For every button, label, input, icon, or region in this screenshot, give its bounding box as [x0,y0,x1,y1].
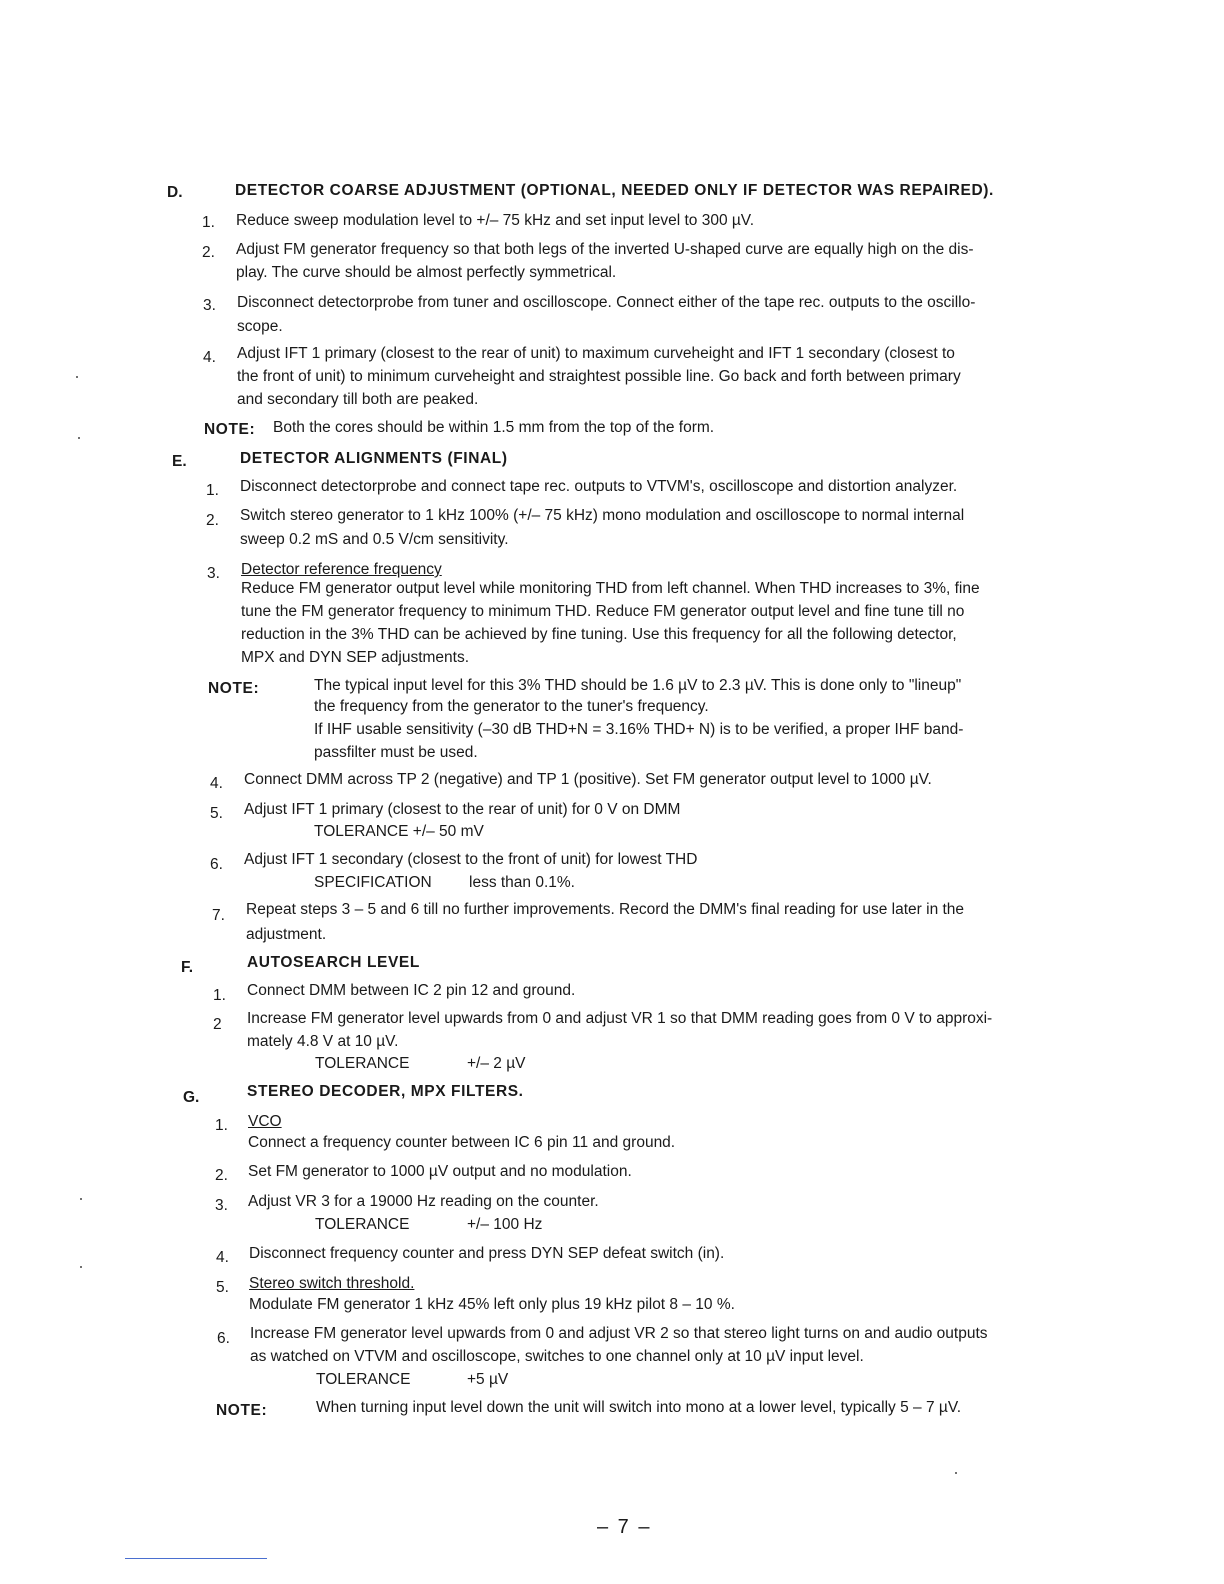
spec-value: +/– 100 Hz [467,1216,543,1233]
note-text: Both the cores should be within 1.5 mm from the top of the form. [273,419,715,436]
step-number: 4. [210,775,223,792]
step-number: 3. [207,565,220,582]
step-text: and secondary till both are peaked. [237,391,479,408]
spec-label: SPECIFICATION [314,874,432,891]
note-text: The typical input level for this 3% THD should be 1.6 µV to 2.3 µV. This is done only to "lineup" [314,677,962,694]
step-number: 2 [213,1016,222,1033]
step-text: Adjust IFT 1 secondary (closest to the front of unit) for lowest THD [244,851,698,868]
step-number: 2. [206,512,219,529]
spec-value: +5 µV [467,1371,509,1388]
step-number: 1. [202,214,215,231]
spec-value: less than 0.1%. [469,874,575,891]
note-text: the frequency from the generator to the tuner's frequency. [314,698,709,715]
step-text: the front of unit) to minimum curveheight and straightest possible line. Go back and forth between primary [237,368,961,385]
step-heading: Detector reference frequency [241,561,442,578]
step-text: Adjust VR 3 for a 19000 Hz reading on the counter. [248,1193,599,1210]
step-text: mately 4.8 V at 10 µV. [247,1033,399,1050]
section-letter-e: E. [172,453,187,470]
section-letter-f: F. [181,959,194,976]
step-text: Increase FM generator level upwards from 0 and adjust VR 2 so that stereo light turns on and audio outputs [250,1325,988,1342]
step-number: 4. [203,349,216,366]
step-number: 1. [213,987,226,1004]
step-number: 2. [202,244,215,261]
step-number: 2. [215,1167,228,1184]
step-text: sweep 0.2 mS and 0.5 V/cm sensitivity. [240,531,509,548]
step-text: MPX and DYN SEP adjustments. [241,649,470,666]
section-letter-g: G. [183,1089,200,1106]
step-number: 3. [203,297,216,314]
section-title-f: AUTOSEARCH LEVEL [247,954,420,971]
spec-label: TOLERANCE [315,1055,410,1072]
note-text: passfilter must be used. [314,744,478,761]
page-number: – 7 – [597,1516,652,1538]
spec-label: TOLERANCE [315,1216,410,1233]
note-label: NOTE: [216,1402,268,1419]
step-text: Connect a frequency counter between IC 6 pin 11 and ground. [248,1134,676,1151]
step-text: play. The curve should be almost perfectly symmetrical. [236,264,617,281]
step-text: Adjust IFT 1 primary (closest to the rear of unit) to maximum curveheight and IFT 1 secondary (closest to [237,345,955,362]
step-text: tune the FM generator frequency to minimum THD. Reduce FM generator output level and fine tune till no [241,603,965,620]
step-number: 7. [212,907,225,924]
step-text: Set FM generator to 1000 µV output and no modulation. [248,1163,632,1180]
step-number: 4. [216,1249,229,1266]
step-text: Repeat steps 3 – 5 and 6 till no further improvements. Record the DMM's final reading for use later in the [246,901,965,918]
spec-label: TOLERANCE +/– 50 mV [314,823,484,840]
scan-speck [78,437,80,439]
step-text: Adjust FM generator frequency so that both legs of the inverted U-shaped curve are equally high on the dis- [236,241,974,258]
step-text: Increase FM generator level upwards from 0 and adjust VR 1 so that DMM reading goes from 0 V to approxi- [247,1010,993,1027]
step-number: 5. [216,1279,229,1296]
step-text: Reduce sweep modulation level to +/– 75 kHz and set input level to 300 µV. [236,212,755,229]
scan-speck [955,1472,957,1474]
section-letter-d: D. [167,184,183,201]
step-number: 5. [210,805,223,822]
step-heading: VCO [248,1113,282,1130]
section-title-g: STEREO DECODER, MPX FILTERS. [247,1083,524,1100]
step-text: Reduce FM generator output level while monitoring THD from left channel. When THD increases to 3%, fine [241,580,980,597]
section-title-d: DETECTOR COARSE ADJUSTMENT (OPTIONAL, NEEDED ONLY IF DETECTOR WAS REPAIRED). [235,182,994,199]
step-number: 1. [215,1117,228,1134]
footer-rule [125,1558,267,1559]
scan-speck [80,1266,82,1268]
note-text: When turning input level down the unit will switch into mono at a lower level, typically 5 – 7 µV. [316,1399,962,1416]
step-text: Connect DMM between IC 2 pin 12 and ground. [247,982,576,999]
step-text: Disconnect frequency counter and press DYN SEP defeat switch (in). [249,1245,725,1262]
step-text: as watched on VTVM and oscilloscope, switches to one channel only at 10 µV input level. [250,1348,864,1365]
step-text: Switch stereo generator to 1 kHz 100% (+/– 75 kHz) mono modulation and oscilloscope to normal internal [240,507,965,524]
scan-speck [80,1198,82,1200]
step-text: Disconnect detectorprobe and connect tape rec. outputs to VTVM's, oscilloscope and distortion analyzer. [240,478,958,495]
note-label: NOTE: [208,680,260,697]
step-text: scope. [237,318,283,335]
spec-label: TOLERANCE [316,1371,411,1388]
step-heading: Stereo switch threshold. [249,1275,415,1292]
note-text: If IHF usable sensitivity (–30 dB THD+N = 3.16% THD+ N) is to be verified, a proper IHF band- [314,721,964,738]
spec-value: +/– 2 µV [467,1055,526,1072]
step-number: 6. [217,1330,230,1347]
scan-speck [76,376,78,378]
step-text: Connect DMM across TP 2 (negative) and TP 1 (positive). Set FM generator output level to 1000 µV. [244,771,932,788]
note-label: NOTE: [204,421,256,438]
step-text: Adjust IFT 1 primary (closest to the rear of unit) for 0 V on DMM [244,801,681,818]
step-number: 6. [210,856,223,873]
step-number: 1. [206,482,219,499]
step-number: 3. [215,1197,228,1214]
section-title-e: DETECTOR ALIGNMENTS (FINAL) [240,450,508,467]
step-text: Modulate FM generator 1 kHz 45% left only plus 19 kHz pilot 8 – 10 %. [249,1296,735,1313]
step-text: Disconnect detectorprobe from tuner and oscilloscope. Connect either of the tape rec. outputs to the oscillo- [237,294,976,311]
step-text: adjustment. [246,926,327,943]
step-text: reduction in the 3% THD can be achieved by fine tuning. Use this frequency for all the following detector, [241,626,957,643]
